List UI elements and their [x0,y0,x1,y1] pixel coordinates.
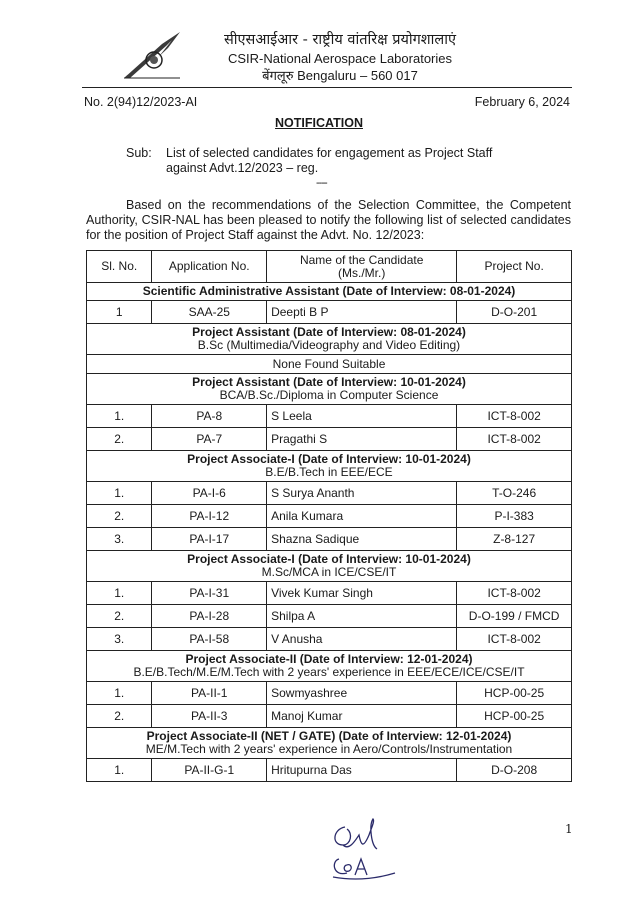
section-subtitle: B.E/B.Tech/M.E/M.Tech with 2 years' experience in EEE/ECE/ICE/CSE/IT [133,665,525,679]
csir-nal-logo-icon [122,30,184,82]
cell-project-no: ICT-8-002 [457,405,572,428]
cell-candidate-name: V Anusha [267,628,457,651]
cell-project-no: D-O-201 [457,301,572,324]
cell-project-no: P-I-383 [457,505,572,528]
notification-date: February 6, 2024 [474,95,570,109]
section-title: Project Associate-I (Date of Interview: 10-01-2024) [187,452,471,466]
table-body [87,283,572,782]
cell-application-no: SAA-25 [152,301,267,324]
table-row [87,759,572,782]
table-row [87,301,572,324]
table-row [87,628,572,651]
cell-candidate-name: S Leela [267,405,457,428]
cell-project-no: ICT-8-002 [457,582,572,605]
cell-sl-no: 1. [87,482,152,505]
header-project-no: Project No. [457,251,572,283]
header-application-no: Application No. [152,251,267,283]
cell-project-no: ICT-8-002 [457,628,572,651]
cell-application-no: PA-8 [152,405,267,428]
subject-label: Sub: [126,146,152,160]
document-title [0,116,638,130]
section-header [87,451,572,482]
cell-candidate-name: S Surya Ananth [267,482,457,505]
org-name-hindi: सीएसआईआर - राष्ट्रीय वांतरिक्ष प्रयोगशालाएं [223,32,457,48]
cell-sl-no: 2. [87,705,152,728]
subject-line-1: List of selected candidates for engagement as Project Staff [166,146,493,160]
cell-sl-no: 1. [87,405,152,428]
subject-separator: ---- [316,177,327,189]
cell-application-no: PA-II-3 [152,705,267,728]
table-row [87,428,572,451]
org-name-english: CSIR-National Aerospace Laboratories [227,51,452,66]
cell-project-no: ICT-8-002 [457,428,572,451]
org-header [200,31,480,85]
section-header-row [87,374,572,405]
cell-sl-no: 1 [87,301,152,324]
cell-candidate-name: Manoj Kumar [267,705,457,728]
section-header [87,374,572,405]
cell-candidate-name: Hritupurna Das [267,759,457,782]
subject-line-2: against Advt.12/2023 – reg. [166,161,319,175]
cell-project-no: T-O-246 [457,482,572,505]
section-subtitle: M.Sc/MCA in ICE/CSE/IT [261,565,397,579]
table-row [87,682,572,705]
section-header [87,728,572,759]
cell-sl-no: 3. [87,628,152,651]
section-title: Project Assistant (Date of Interview: 10-01-2024) [192,375,466,389]
cell-sl-no: 1. [87,582,152,605]
cell-project-no: HCP-00-25 [457,705,572,728]
org-address [200,67,480,85]
header-candidate-name [267,251,457,283]
section-subtitle: B.E/B.Tech in EEE/ECE [265,465,393,479]
table-row [87,528,572,551]
table-row [87,605,572,628]
cell-application-no: PA-II-1 [152,682,267,705]
section-subtitle: ME/M.Tech with 2 years' experience in Aero/Controls/Instrumentation [145,742,513,756]
section-title: Project Associate-II (NET / GATE) (Date of Interview: 12-01-2024) [146,729,512,743]
page-number: 1 [565,822,573,836]
cell-application-no: PA-I-6 [152,482,267,505]
cell-sl-no: 3. [87,528,152,551]
cell-application-no: PA-7 [152,428,267,451]
cell-sl-no: 2. [87,505,152,528]
cell-application-no: PA-I-58 [152,628,267,651]
section-title: Project Associate-I (Date of Interview: 10-01-2024) [187,552,471,566]
section-header-row [87,551,572,582]
cell-candidate-name: Shazna Sadique [267,528,457,551]
cell-candidate-name: Anila Kumara [267,505,457,528]
signature-icon [325,815,405,885]
section-note-row [87,355,572,374]
cell-application-no: PA-I-31 [152,582,267,605]
table-row [87,705,572,728]
cell-sl-no: 1. [87,682,152,705]
header-divider [82,87,572,88]
cell-sl-no: 1. [87,759,152,782]
section-header-row [87,324,572,355]
header-sl-no: Sl. No. [87,251,152,283]
cell-candidate-name: Shilpa A [267,605,457,628]
cell-application-no: PA-I-12 [152,505,267,528]
cell-project-no: D-O-208 [457,759,572,782]
subject-block [126,146,546,176]
title-text: NOTIFICATION [275,116,363,130]
section-header-row [87,451,572,482]
table-row [87,405,572,428]
section-subtitle: B.Sc (Multimedia/Videography and Video Editing) [197,338,461,352]
section-header [87,283,572,301]
cell-candidate-name: Pragathi S [267,428,457,451]
cell-project-no: D-O-199 / FMCD [457,605,572,628]
cell-application-no: PA-I-28 [152,605,267,628]
body-paragraph: Based on the recommendations of the Selection Committee, the Competent Authority, CSIR-NAL has been pleased to notify the following list of selected candidates for the position of Project Staff against the Advt. No. 12/2023: [86,198,571,242]
section-title: Project Assistant (Date of Interview: 08-01-2024) [192,325,466,339]
cell-candidate-name: Vivek Kumar Singh [267,582,457,605]
section-title: Project Associate-II (Date of Interview: 12-01-2024) [185,652,473,666]
selected-candidates-table [86,250,572,782]
cell-application-no: PA-I-17 [152,528,267,551]
cell-project-no: Z-8-127 [457,528,572,551]
table-row [87,482,572,505]
section-header-row [87,728,572,759]
section-subtitle: BCA/B.Sc./Diploma in Computer Science [219,388,439,402]
section-header [87,324,572,355]
cell-application-no: PA-II-G-1 [152,759,267,782]
section-title: Scientific Administrative Assistant (Date of Interview: 08-01-2024) [142,284,516,298]
cell-candidate-name: Sowmyashree [267,682,457,705]
section-header-row [87,651,572,682]
cell-sl-no: 2. [87,428,152,451]
city-hindi: बेंगलूरु [262,69,294,84]
section-header [87,551,572,582]
header-name-line-1: Name of the Candidate [299,252,424,267]
section-header [87,651,572,682]
table-header-row [87,251,572,283]
cell-project-no: HCP-00-25 [457,682,572,705]
cell-sl-no: 2. [87,605,152,628]
cell-candidate-name: Deepti B P [267,301,457,324]
reference-number: No. 2(94)12/2023-AI [84,95,198,109]
city-english: Bengaluru – 560 017 [297,68,418,83]
table-row [87,582,572,605]
section-header-row [87,283,572,301]
table-row [87,505,572,528]
section-note: None Found Suitable [87,355,572,374]
header-name-line-2: (Ms./Mr.) [338,265,386,280]
